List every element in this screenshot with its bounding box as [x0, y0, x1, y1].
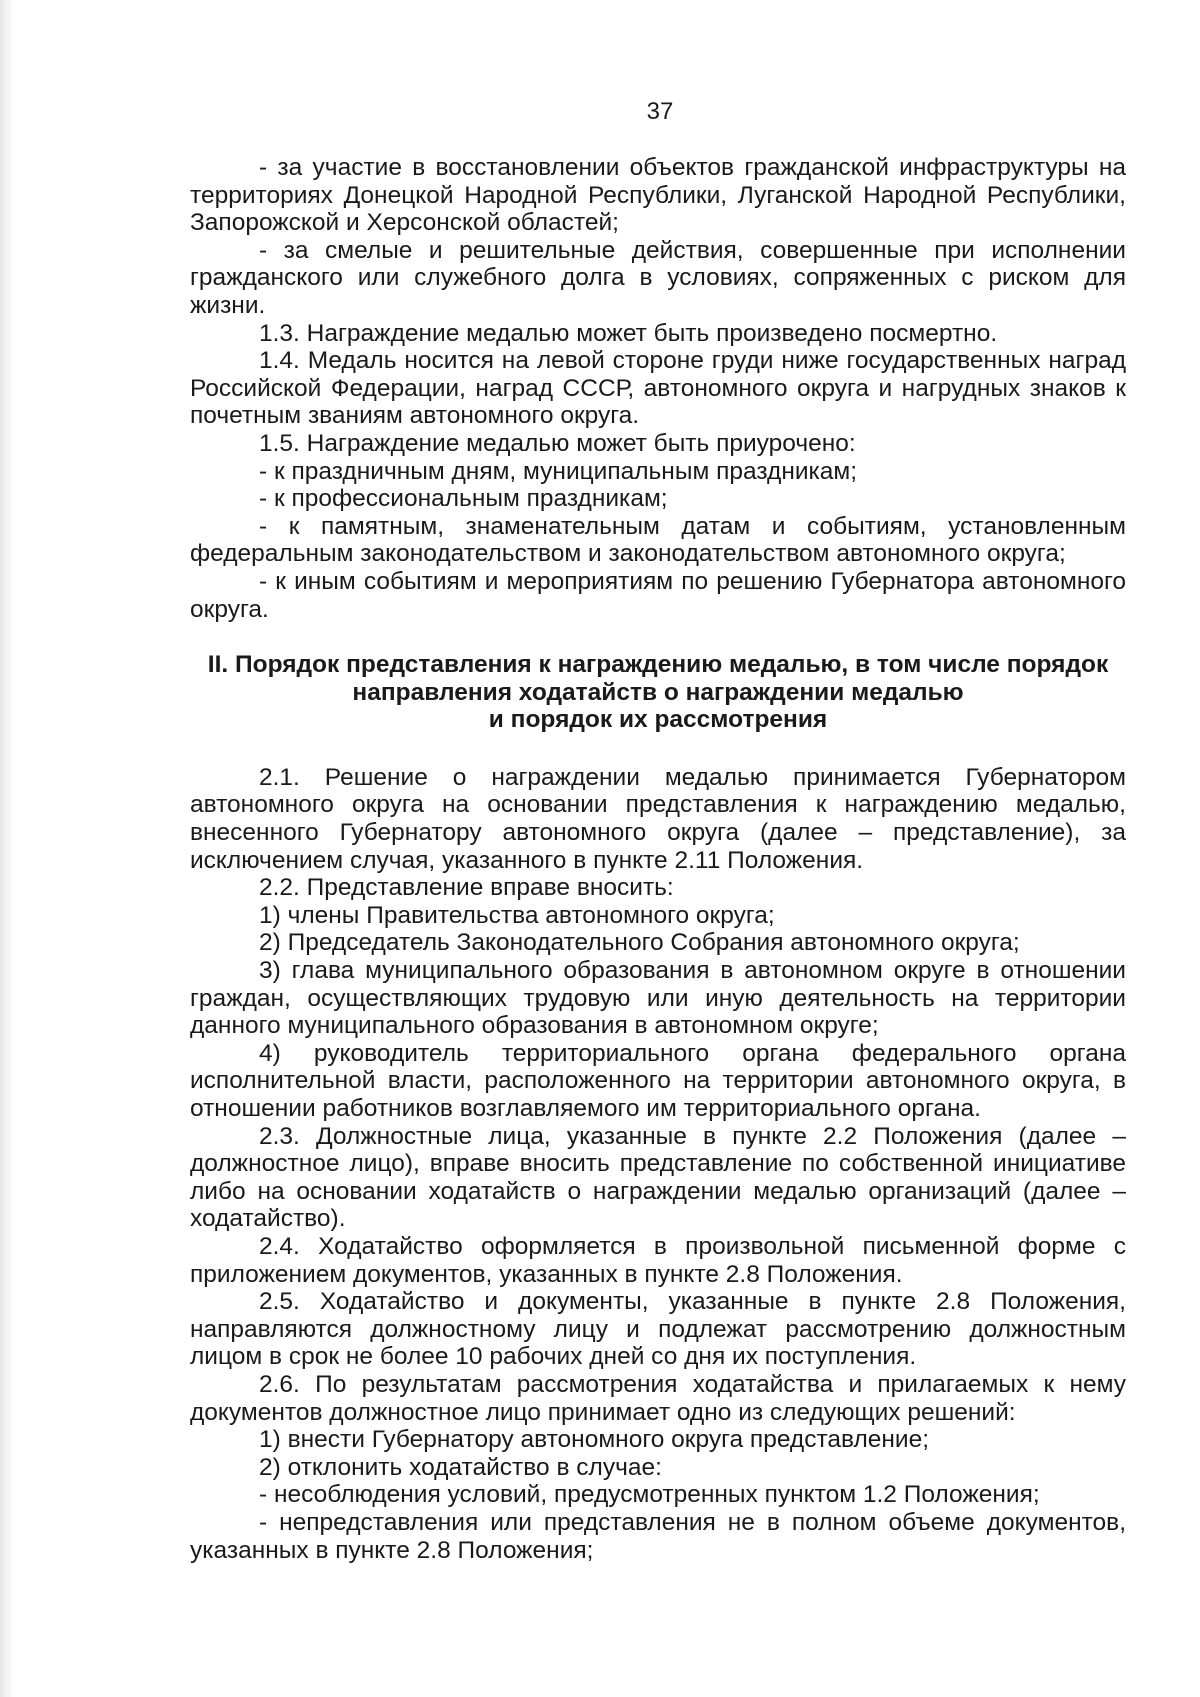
paragraph-2-2-item-4: 4) руководитель территориального органа федерального органа исполнительной власти, расположенного на территории автономного округа, в отношении работников возглавляемого им территориального органа.	[190, 1039, 1126, 1122]
paragraph-2-2-item-1: 1) члены Правительства автономного округа;	[259, 901, 775, 929]
paragraph-2-6-item-2-a: - несоблюдения условий, предусмотренных пунктом 1.2 Положения;	[259, 1481, 1040, 1509]
paragraph-2-6-item-2-b: - непредставления или представления не в полном объеме документов, указанных в пункте 2.8 Положения;	[190, 1508, 1126, 1564]
section-heading-line-2: направления ходатайств о награждении медалью	[352, 678, 964, 706]
paragraph-2-6: 2.6. По результатам рассмотрения ходатайства и прилагаемых к нему документов должностное лицо принимает одно из следующих решений:	[190, 1370, 1126, 1426]
document-body	[190, 154, 1126, 1564]
section-heading-line-1: II. Порядок представления к награждению медалью, в том числе порядок	[207, 651, 1109, 679]
paragraph-2-1: 2.1. Решение о награждении медалью принимается Губернатором автономного округа на основании представления к награждению медалью, внесенного Губернатору автономного округа (далее – представление), за исключением случая, указанного в пункте 2.11 Положения.	[190, 763, 1126, 874]
paragraph-2-6-item-2: 2) отклонить ходатайство в случае:	[259, 1453, 662, 1481]
paragraph-1-2-item-a: - за участие в восстановлении объектов гражданской инфраструктуры на территориях Донецкой Народной Республики, Луганской Народной Республики, Запорожской и Херсонской областей;	[190, 154, 1126, 237]
paragraph-1-5-item-b: - к профессиональным праздникам;	[259, 485, 668, 513]
paragraph-2-2: 2.2. Представление вправе вносить:	[259, 874, 674, 902]
paragraph-1-5-item-a: - к праздничным дням, муниципальным праздникам;	[259, 457, 858, 485]
paragraph-2-5: 2.5. Ходатайство и документы, указанные в пункте 2.8 Положения, направляются должностному лицу и подлежат рассмотрению должностным лицом в срок не более 10 рабочих дней со дня их поступления.	[190, 1288, 1126, 1371]
paragraph-1-3: 1.3. Награждение медалью может быть произведено посмертно.	[259, 319, 998, 347]
paragraph-2-2-item-2: 2) Председатель Законодательного Собрания автономного округа;	[259, 929, 1020, 957]
paragraph-2-4: 2.4. Ходатайство оформляется в произвольной письменной форме с приложением документов, указанных в пункте 2.8 Положения.	[190, 1232, 1126, 1288]
section-heading	[190, 651, 1126, 734]
section-heading-line-3: и порядок их рассмотрения	[488, 706, 828, 734]
paragraph-2-2-item-3: 3) глава муниципального образования в автономном округе в отношении граждан, осуществляющих трудовую или иную деятельность на территории данного муниципального образования в автономном округе;	[190, 957, 1126, 1040]
page-number: 37	[646, 98, 674, 125]
paragraph-1-4: 1.4. Медаль носится на левой стороне груди ниже государственных наград Российской Федерации, наград СССР, автономного округа и нагрудных знаков к почетным званиям автономного округа.	[190, 347, 1126, 430]
scan-edge-shadow	[0, 0, 14, 1697]
paragraph-1-5-item-d: - к иным событиям и мероприятиям по решению Губернатора автономного округа.	[190, 567, 1126, 623]
paragraph-1-5-item-c: - к памятным, знаменательным датам и событиям, установленным федеральным законодательством и законодательством автономного округа;	[190, 512, 1126, 568]
paragraph-2-6-item-1: 1) внести Губернатору автономного округа представление;	[259, 1426, 930, 1454]
paragraph-1-2-item-b: - за смелые и решительные действия, совершенные при исполнении гражданского или служебного долга в условиях, сопряженных с риском для жизни.	[190, 236, 1126, 319]
paragraph-2-3: 2.3. Должностные лица, указанные в пункте 2.2 Положения (далее – должностное лицо), вправе вносить представление по собственной инициативе либо на основании ходатайств о награждении медалью организаций (далее – ходатайство).	[190, 1122, 1126, 1233]
paragraph-1-5: 1.5. Награждение медалью может быть приурочено:	[259, 429, 856, 457]
